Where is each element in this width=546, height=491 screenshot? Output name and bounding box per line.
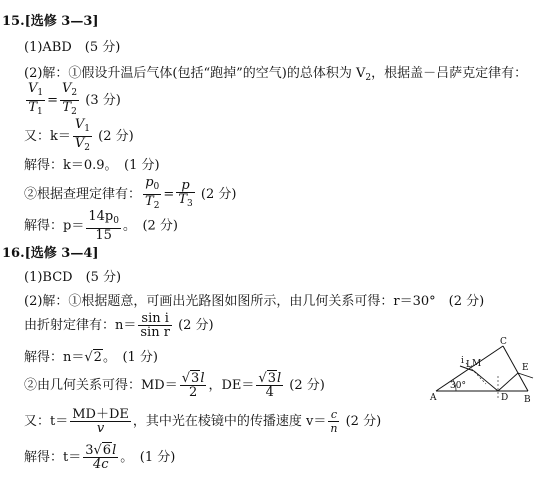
q16-eq4-score: (2 分) <box>345 414 382 429</box>
q15-eq5-prefix: 解得：p＝ <box>24 218 85 234</box>
label-l: L <box>466 360 472 370</box>
q16-eq5-den: 4c <box>92 457 109 472</box>
q16-eq2-rad: 2 <box>93 350 102 365</box>
q16-eq1-num: sin i <box>138 312 172 326</box>
q15-eq2: 又：k＝ $\frac{V_1}{V_2}$ (2 分) <box>24 117 134 153</box>
q16-eq1-score: (2 分) <box>178 318 214 333</box>
refracted-ray <box>474 371 498 391</box>
q16-part1: (1)BCD (5 分) <box>24 270 122 285</box>
q16-eq2-score: 。 (1 分) <box>102 350 159 365</box>
q15-eq2-prefix: 又：k＝ <box>24 129 71 144</box>
q16-part2-prefix: (2)解： <box>24 294 69 309</box>
q16-part2-text: ①根据题意，可画出光路图如图所示，由几何关系可得：r＝30° (2 分) <box>68 294 485 309</box>
q15-eq3: 解得：k＝0.9。 (1 分) <box>24 158 160 173</box>
q16-eq4-num: MD＋DE <box>72 407 129 422</box>
q16-eq2: 解得：n＝√2。 (1 分) <box>24 350 159 365</box>
q16-header: 16.[选修 3—4] <box>2 246 99 261</box>
q15-eq4-prefix: ②根据查理定律有： <box>24 187 142 202</box>
label-a: A <box>430 393 437 403</box>
label-i: i <box>461 356 464 366</box>
q15-header: 15.[选修 3—3] <box>2 14 99 29</box>
q16-eq4: 又：t＝ $\frac{MD+DE}{v}$ ，其中光在棱镜中的传播速度 v＝ $\frac{c}{n}$ (2 分) <box>24 407 382 436</box>
q16-eq3-prefix: ②由几何关系可得：MD＝ <box>24 378 178 393</box>
prism-diagram <box>428 336 538 406</box>
q16-eq1-den: sin r <box>140 325 170 340</box>
q16-eq4-prefix: 又：t＝ <box>24 414 69 429</box>
q16-eq3-score: (2 分) <box>289 378 325 393</box>
q16-eq4-den: v <box>96 421 105 436</box>
q15-eq4: ②根据查理定律有： $\frac{p_0}{T_2}$ = $\frac{p}{T_3}$ (2 分) <box>24 175 237 211</box>
q16-eq5-prefix: 解得：t＝ <box>24 450 82 465</box>
q15-part2: (2)解：①假设升温后气体(包括“跑掉”的空气)的总体积为 $V_2$，根据盖－吕萨克定律有： <box>24 66 528 83</box>
label-angle: 30° <box>450 381 466 391</box>
q15-part2-text: ①假设升温后气体(包括“跑掉”的空气)的总体积为 V <box>68 66 366 81</box>
q15-part2-prefix: (2)解： <box>24 66 69 81</box>
reflected-ray <box>498 373 518 391</box>
q15-part2-tail: ，根据盖－吕萨克定律有： <box>371 66 528 81</box>
q16-eq3: ②由几何关系可得：MD＝ $\frac{√3l}{2}$ ，DE＝ $\frac{√3l}{4}$ (2 分) <box>24 371 325 400</box>
q15-eq2-score: (2 分) <box>98 129 134 144</box>
q16-eq2-prefix: 解得：n＝ <box>24 350 85 365</box>
q16-part2 <box>24 290 484 309</box>
label-b: B <box>524 395 531 405</box>
q16-eq5: 解得：t＝ $\frac{3√6l}{4c}$ 。 (1 分) <box>24 443 176 472</box>
label-c: C <box>500 337 507 347</box>
q16-eq1 <box>24 312 214 339</box>
label-m: M <box>472 359 482 369</box>
q15-part1: (1)ABD (5 分) <box>24 40 121 55</box>
q16-eq4-mid: ，其中光在棱镜中的传播速度 v＝ <box>132 414 327 429</box>
q15-eq5-den: 15 <box>95 228 112 243</box>
label-d: D <box>501 393 509 403</box>
label-e: E <box>522 363 529 373</box>
q16-eq1-prefix: 由折射定律有：n＝ <box>24 318 137 333</box>
q15-eq5: 解得：p＝ $\frac{14p_0}{15}$ 。 (2 分) <box>24 209 178 243</box>
q15-eq1-score: (3 分) <box>85 93 121 108</box>
q15-eq5-score: 。 (2 分) <box>122 218 178 234</box>
q16-eq5-score: 。 (1 分) <box>120 450 176 465</box>
q16-eq3-mid: ，DE＝ <box>208 378 255 393</box>
q15-eq4-score: (2 分) <box>200 187 237 202</box>
q15-eq1: $\frac{V_1}{T_1}$ = $\frac{V_2}{T_2}$ (3 分) <box>28 81 121 117</box>
q15-eq5-num: 14p <box>88 209 114 224</box>
